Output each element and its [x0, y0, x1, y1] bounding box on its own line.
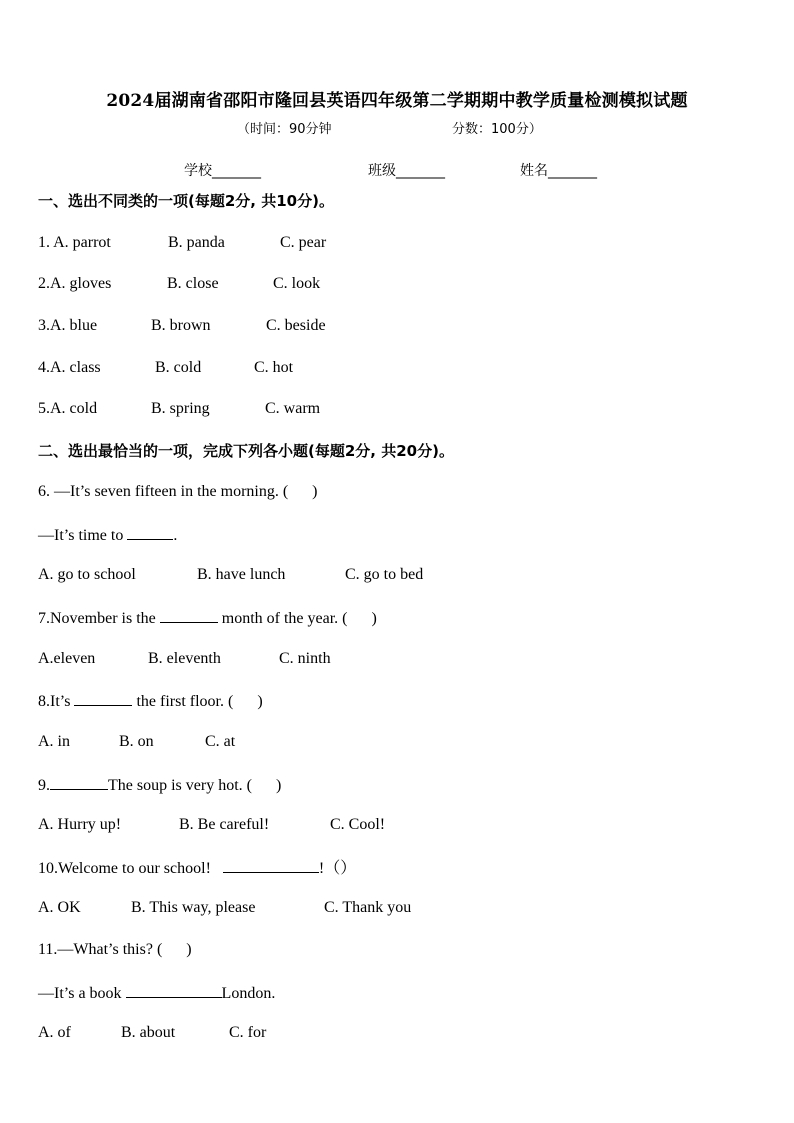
exam-title: 2024届湖南省邵阳市隆回县英语四年级第二学期期中教学质量检测模拟试题 [106, 91, 688, 111]
q7-option-a: A.eleven [38, 650, 96, 667]
q7-text-pre: 7.November is the [38, 610, 160, 627]
q8-option-c: C. at [205, 733, 236, 750]
q10-option-c: C. Thank you [324, 899, 412, 916]
question-11-answer [38, 981, 275, 1003]
q7-option-b: B. eleventh [148, 650, 221, 667]
q11-answer-post: London. [221, 985, 276, 1002]
q9-option-a: A. Hurry up! [38, 816, 122, 833]
section2-heading: 二、选出最恰当的一项，完成下列各小题(每题2分, 共20分)。 [38, 442, 454, 460]
q11-option-b: B. about [121, 1024, 176, 1041]
section1-heading: 一、选出不同类的一项(每题2分, 共10分)。 [38, 192, 334, 210]
name-underline: _______ [548, 163, 597, 179]
q4-option-c: C. hot [254, 359, 294, 376]
q7-text-post: month of the year. ( ) [217, 610, 377, 627]
q3-option-a: 3.A. blue [38, 317, 98, 334]
q11-blank [126, 981, 222, 998]
question-6-stem [38, 481, 318, 503]
q9-blank [50, 773, 108, 790]
q1-option-a: 1. A. parrot [38, 234, 111, 251]
q1-option-b: B. panda [168, 234, 225, 251]
q8-text-post: the first floor. ( ) [132, 693, 263, 710]
q2-option-a: 2.A. gloves [38, 275, 112, 292]
q9-text-post: The soup is very hot. ( ) [108, 777, 282, 794]
q8-blank [74, 689, 132, 706]
question-8-stem [38, 689, 263, 711]
exam-time: （时间：90分钟 [237, 122, 332, 137]
q10-blank [223, 856, 319, 873]
question-6-answer [38, 523, 177, 545]
q6-blank [127, 523, 173, 540]
q6-answer-post: . [173, 527, 178, 544]
question-9-stem [38, 773, 281, 795]
q4-option-a: 4.A. class [38, 359, 101, 376]
q5-option-a: 5.A. cold [38, 400, 98, 417]
question-7-stem [38, 606, 377, 628]
q3-option-c: C. beside [266, 317, 326, 334]
q7-option-c: C. ninth [279, 650, 331, 667]
q3-option-b: B. brown [151, 317, 211, 334]
school-underline: _______ [212, 163, 261, 179]
class-underline: _______ [396, 163, 445, 179]
q5-option-c: C. warm [265, 400, 321, 417]
q11-answer-pre: —It’s a book [38, 985, 126, 1002]
q9-text-pre: 9. [38, 777, 50, 794]
exam-score: 分数：100分） [452, 122, 542, 137]
q8-option-b: B. on [119, 733, 154, 750]
q11-option-c: C. for [229, 1024, 267, 1041]
q6-answer-pre: —It’s time to [38, 527, 128, 544]
q8-option-a: A. in [38, 733, 70, 750]
q9-option-c: C. Cool! [330, 816, 386, 833]
q9-option-b: B. Be careful! [179, 816, 270, 833]
q11-option-a: A. of [38, 1024, 71, 1041]
school-field [184, 160, 261, 180]
q5-option-b: B. spring [151, 400, 210, 417]
q6-text: 6. —It’s seven fifteen in the morning. ( ) [38, 483, 318, 500]
question-10-stem [38, 856, 356, 878]
q11-text: 11.—What’s this? ( ) [38, 941, 192, 958]
name-label: 姓名 [520, 163, 548, 179]
q7-blank [160, 606, 218, 623]
class-field [368, 160, 445, 180]
q4-option-b: B. cold [155, 359, 202, 376]
q10-option-a: A. OK [38, 899, 81, 916]
question-11-stem [38, 939, 192, 961]
q10-text-pre: 10.Welcome to our school! [38, 860, 223, 877]
q6-option-b: B. have lunch [197, 566, 286, 583]
name-field [520, 160, 597, 180]
q1-option-c: C. pear [280, 234, 327, 251]
q2-option-c: C. look [273, 275, 321, 292]
q8-text-pre: 8.It’s [38, 693, 75, 710]
school-label: 学校 [184, 163, 212, 179]
q10-text-post: !（） [318, 860, 357, 877]
class-label: 班级 [368, 163, 396, 179]
q6-option-a: A. go to school [38, 566, 136, 583]
q6-option-c: C. go to bed [345, 566, 424, 583]
q2-option-b: B. close [167, 275, 219, 292]
q10-option-b: B. This way, please [131, 899, 256, 916]
